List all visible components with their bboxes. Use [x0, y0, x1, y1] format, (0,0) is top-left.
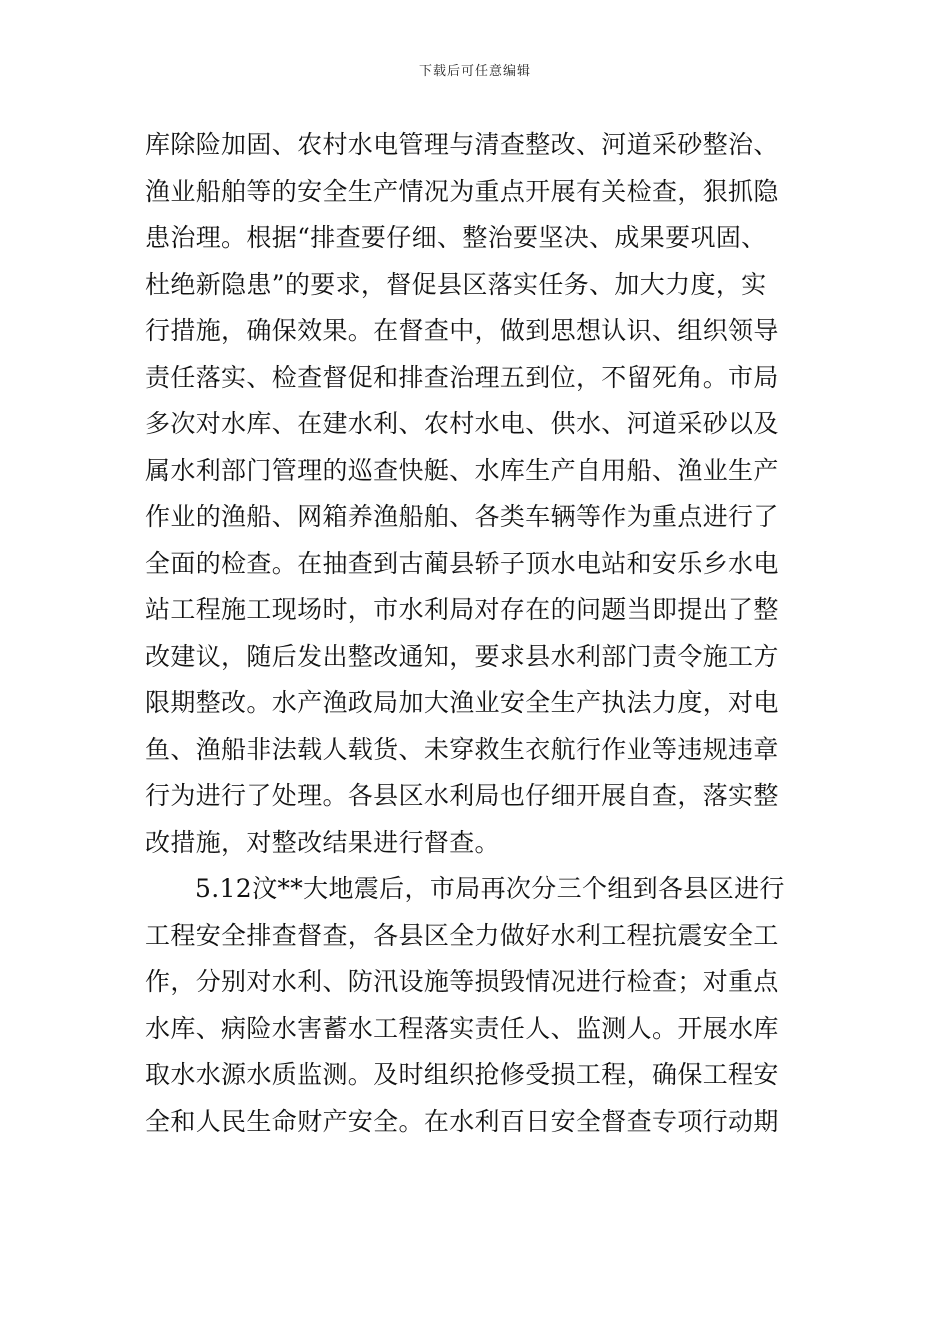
text-line: 患治理。根据“排查要仔细、整治要坚决、成果要巩固、	[145, 223, 767, 252]
text-line: 责任落实、检查督促和排查治理五到位，不留死角。市局	[145, 362, 779, 392]
text-line: 杜绝新隐患”的要求，督促县区落实任务、加大力度，实	[145, 269, 767, 299]
page-header: 下载后可任意编辑	[418, 64, 531, 79]
text-line: 渔业船舶等的安全生产情况为重点开展有关检查，狠抓隐	[145, 176, 779, 206]
text-line: 改措施，对整改结果进行督查。	[145, 827, 500, 857]
document-body	[145, 122, 810, 1145]
text-line: 行为进行了处理。各县区水利局也仔细开展自查，落实整	[145, 781, 779, 810]
text-line: 全面的检查。在抽查到古蔺县轿子顶水电站和安乐乡水电	[145, 548, 779, 578]
text-line: 限期整改。水产渔政局加大渔业安全生产执法力度，对电	[145, 688, 779, 717]
paragraph-first-line: 5.12汶**大地震后，市局再次分三个组到各县区进行	[195, 874, 785, 903]
text-line: 属水利部门管理的巡查快艇、水库生产自用船、渔业生产	[145, 455, 779, 485]
text-line: 全和人民生命财产安全。在水利百日安全督查专项行动期	[145, 1106, 779, 1136]
text-line: 库除险加固、农村水电管理与清查整改、河道采砂整治、	[145, 130, 779, 159]
text-line: 鱼、渔船非法载人载货、未穿救生衣航行作业等违规违章	[145, 734, 779, 764]
text-line: 水库、病险水害蓄水工程落实责任人、监测人。开展水库	[145, 1013, 779, 1043]
text-line: 作，分别对水利、防汛设施等损毁情况进行检查；对重点	[145, 967, 779, 996]
text-line: 行措施，确保效果。在督查中，做到思想认识、组织领导	[145, 316, 779, 345]
text-line: 工程安全排查督查，各县区全力做好水利工程抗震安全工	[145, 920, 779, 950]
text-line: 作业的渔船、网箱养渔船舶、各类车辆等作为重点进行了	[145, 502, 779, 531]
text-line: 站工程施工现场时，市水利局对存在的问题当即提出了整	[145, 595, 779, 624]
text-line: 取水水源水质监测。及时组织抢修受损工程，确保工程安	[145, 1060, 779, 1089]
text-line: 多次对水库、在建水利、农村水电、供水、河道采砂以及	[145, 409, 779, 438]
text-line: 改建议，随后发出整改通知，要求县水利部门责令施工方	[145, 641, 779, 671]
